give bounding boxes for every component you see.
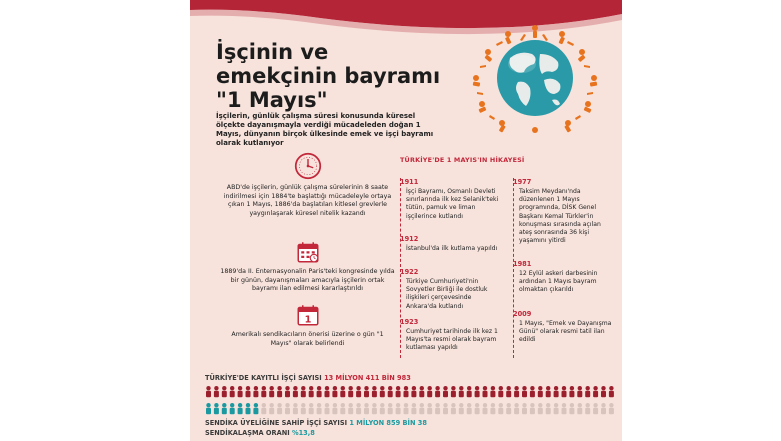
worker-icon <box>546 386 551 397</box>
worker-icon <box>261 386 266 397</box>
worker-icon <box>285 386 290 397</box>
worker-icon <box>427 403 432 414</box>
event-text: İşçi Bayramı, Osmanlı Devleti sınırlarında ilk kez Selanik'teki tütün, pamuk ve liman işçilerince kutlandı <box>406 188 499 220</box>
worker-icon <box>253 386 258 397</box>
infographic-poster <box>190 0 622 441</box>
worker-icon <box>443 403 448 414</box>
worker-icon <box>325 386 330 397</box>
worker-icon <box>317 403 322 414</box>
worker-icon <box>238 403 243 414</box>
worker-icon <box>577 403 582 414</box>
event-year: 1977 <box>513 178 532 186</box>
worker-icon <box>364 403 369 414</box>
title-line-1: İşçinin ve <box>216 40 329 64</box>
worker-icon <box>380 386 385 397</box>
event-text: 12 Eylül askeri darbesinin ardından 1 Mayıs bayram olmaktan çıkarıldı <box>519 270 598 294</box>
worker-icon <box>435 403 440 414</box>
intro-text: İşçilerin, günlük çalışma süresi konusunda küresel ölçekte dayanışmayla verdiği mücadeleden doğan 1 Mayıs, dünyanın birçok ülkesinde emek ve işçi bayramı olarak kutlanıyor <box>216 112 434 147</box>
event-year: 1922 <box>400 268 419 276</box>
worker-icon <box>214 403 219 414</box>
event-text: İstanbul'da ilk kutlama yapıldı <box>406 245 498 252</box>
event-text: 1 Mayıs, "Emek ve Dayanışma Günü" olarak resmi tatil ilan edildi <box>519 320 612 344</box>
worker-icon <box>490 403 495 414</box>
worker-icon <box>332 403 337 414</box>
worker-icon <box>538 386 543 397</box>
worker-icon <box>372 403 377 414</box>
worker-icon <box>451 403 456 414</box>
worker-icon <box>459 386 464 397</box>
worker-icon <box>277 386 282 397</box>
worker-icon <box>356 386 361 397</box>
event-text: Cumhuriyet tarihinde ilk kez 1 Mayıs'ta resmi olarak bayram kutlaması yapıldı <box>406 328 498 352</box>
worker-icon <box>490 386 495 397</box>
worker-icon <box>467 386 472 397</box>
clock-icon <box>294 152 322 180</box>
calendar-icon <box>296 240 320 264</box>
stats-section <box>190 372 622 441</box>
worker-icon <box>356 403 361 414</box>
event-year: 2009 <box>513 310 532 318</box>
title-line-3: "1 Mayıs" <box>216 88 328 112</box>
left-item-3-text: Amerikalı sendikacıların önerisi üzerine o gün "1 Mayıs" olarak belirlendi <box>231 331 384 347</box>
worker-icon <box>309 403 314 414</box>
left-item-2 <box>220 240 395 294</box>
worker-icon <box>546 403 551 414</box>
worker-icon <box>435 386 440 397</box>
worker-icon <box>364 386 369 397</box>
worker-icon <box>419 386 424 397</box>
worker-icon <box>332 386 337 397</box>
union-workers-title: SENDİKA ÜYELİĞİNE SAHİP İŞÇİ SAYISI <box>205 419 348 427</box>
worker-icon <box>269 386 274 397</box>
worker-icon <box>554 386 559 397</box>
worker-icon <box>238 386 243 397</box>
worker-icon <box>585 403 590 414</box>
calendar-one-icon <box>296 303 320 327</box>
worker-icon <box>554 403 559 414</box>
worker-icon <box>404 386 409 397</box>
worker-icon <box>206 386 211 397</box>
worker-icon <box>483 403 488 414</box>
timeline-event <box>513 178 613 245</box>
left-item-3 <box>220 303 395 348</box>
left-item-1-text: ABD'de işçilerin, günlük çalışma sürelerinin 8 saate indirilmesi için 1884'te başlattığı mücadeleyle ortaya çıkan 1 Mayıs, 1886'da başlatılan kitlesel grevlerle yaygınlaşarak küresel nitelik kazandı <box>223 184 392 217</box>
worker-icon <box>285 403 290 414</box>
worker-icon <box>396 403 401 414</box>
worker-icon <box>459 403 464 414</box>
worker-icon <box>498 386 503 397</box>
worker-icon <box>443 386 448 397</box>
event-year: 1912 <box>400 235 419 243</box>
worker-icon <box>253 403 258 414</box>
registered-workers-label <box>205 374 411 382</box>
worker-icon <box>467 403 472 414</box>
unionization-rate-value: %13,8 <box>291 429 315 437</box>
worker-icon <box>309 386 314 397</box>
worker-icon <box>514 403 519 414</box>
worker-icon <box>261 403 266 414</box>
worker-icon <box>230 386 235 397</box>
worker-icon <box>301 386 306 397</box>
worker-icon <box>569 386 574 397</box>
worker-icon <box>419 403 424 414</box>
worker-icon <box>388 386 393 397</box>
page-title <box>216 40 440 112</box>
timeline-event <box>400 178 500 221</box>
worker-icon <box>475 386 480 397</box>
worker-icon <box>514 386 519 397</box>
worker-icon <box>214 386 219 397</box>
worker-icon <box>483 386 488 397</box>
worker-icon <box>340 386 345 397</box>
worker-icon <box>293 386 298 397</box>
registered-workers-value: 13 MİLYON 411 BİN 983 <box>324 374 411 382</box>
registered-workers-title: TÜRKİYE'DE KAYITLI İŞÇİ SAYISI <box>205 374 322 382</box>
worker-icon <box>388 403 393 414</box>
globe-workers-illustration <box>460 20 610 135</box>
worker-icon <box>506 403 511 414</box>
worker-icon <box>609 403 614 414</box>
event-text: Türkiye Cumhuriyeti'nin Sovyetler Birliği ile dostluk ilişkileri çerçevesinde Ankara'da kutlandı <box>406 278 488 310</box>
worker-icon <box>569 403 574 414</box>
worker-icon <box>230 403 235 414</box>
left-item-2-text: 1889'da II. Enternasyonalin Paris'teki kongresinde yılda bir günün, dayanışmaları amacıyla işçilerin ortak bayramı ilan edilmesi kararlaştırıldı <box>220 268 395 293</box>
worker-icon <box>325 403 330 414</box>
worker-icon <box>396 386 401 397</box>
worker-icon <box>530 403 535 414</box>
unionization-rate-title: SENDİKALAŞMA ORANI <box>205 429 290 437</box>
worker-icon <box>222 403 227 414</box>
worker-icon <box>317 386 322 397</box>
worker-icon <box>269 403 274 414</box>
history-heading: TÜRKİYE'DE 1 MAYIS'IN HİKAYESİ <box>400 156 525 164</box>
event-year: 1911 <box>400 178 419 186</box>
timeline-event <box>400 318 500 353</box>
union-workers-label <box>205 419 427 427</box>
worker-icon <box>601 403 606 414</box>
worker-icon <box>404 403 409 414</box>
worker-icon <box>593 386 598 397</box>
timeline-event <box>513 310 613 345</box>
timeline-event <box>513 260 613 295</box>
worker-icon <box>506 386 511 397</box>
union-workers-value: 1 MİLYON 859 BİN 38 <box>349 419 427 427</box>
worker-icon <box>222 386 227 397</box>
worker-icon <box>522 403 527 414</box>
worker-icon <box>372 386 377 397</box>
worker-icon <box>609 386 614 397</box>
event-text: Taksim Meydanı'nda düzenlenen 1 Mayıs programında, DİSK Genel Başkanı Kemal Türkler'in konuşması sırasında açılan ateş sonrasında 36 kişi yaşamını yitirdi <box>519 188 601 245</box>
left-item-1 <box>220 152 395 218</box>
worker-icon <box>411 403 416 414</box>
worker-icon <box>380 403 385 414</box>
worker-icon <box>498 403 503 414</box>
worker-icon <box>246 386 251 397</box>
worker-icon <box>348 386 353 397</box>
worker-icon <box>206 403 211 414</box>
event-year: 1923 <box>400 318 419 326</box>
unionization-rate-label <box>205 429 315 437</box>
registered-workers-icons <box>190 384 622 420</box>
worker-icon <box>348 403 353 414</box>
worker-icon <box>593 403 598 414</box>
worker-icon <box>562 386 567 397</box>
worker-icon <box>601 386 606 397</box>
worker-icon <box>246 403 251 414</box>
worker-icon <box>530 386 535 397</box>
calendar-one-number: 1 <box>304 314 311 326</box>
timeline-event <box>400 268 500 311</box>
worker-icon <box>577 386 582 397</box>
worker-icon <box>562 403 567 414</box>
worker-icon <box>277 403 282 414</box>
worker-icon <box>522 386 527 397</box>
worker-icon <box>411 386 416 397</box>
worker-icon <box>301 403 306 414</box>
worker-icon <box>585 386 590 397</box>
worker-icon <box>293 403 298 414</box>
worker-icon <box>538 403 543 414</box>
worker-icon <box>427 386 432 397</box>
event-year: 1981 <box>513 260 532 268</box>
title-line-2: emekçinin bayramı <box>216 64 441 88</box>
worker-icon <box>340 403 345 414</box>
worker-icon <box>475 403 480 414</box>
timeline-event <box>400 235 500 253</box>
worker-icon <box>451 386 456 397</box>
